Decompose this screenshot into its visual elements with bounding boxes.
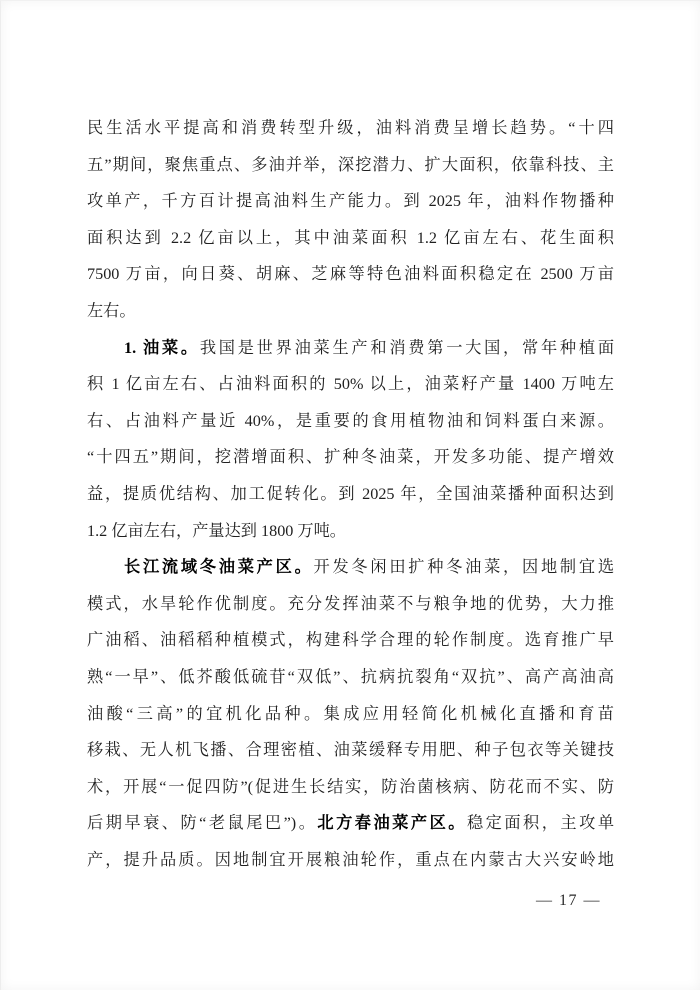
text-run: 移栽、无人机飞播、合理密植、油菜缓释专用肥、种子包衣等关键技 — [87, 741, 614, 760]
text-run: 稳定面积，主攻单 — [466, 814, 615, 833]
text-line — [87, 805, 614, 842]
text-run: 益，提质优结构、加工促转化。到 2025 年，全国油菜播种面积达到 — [87, 484, 614, 503]
text-run: 后期早衰、防“老鼠尾巴”)。 — [87, 814, 318, 833]
text-line — [87, 403, 614, 440]
text-run: 熟“一早”、低芥酸低硫苷“双低”、抗病抗裂角“双抗”、高产高油高 — [87, 667, 614, 686]
text-run: 广油稻、油稻稻种植模式，构建科学合理的轮作制度。选育推广早 — [87, 631, 614, 650]
text-line — [87, 549, 614, 586]
bold-run: 北方春油菜产区。 — [317, 814, 467, 833]
text-run: 油酸“三高”的宜机化品种。集成应用轻简化机械化直播和育苗 — [87, 704, 614, 723]
text-line — [87, 330, 614, 367]
text-run: 模式，水旱轮作优制度。充分发挥油菜不与粮争地的优势，大力推 — [87, 594, 614, 613]
text-line — [87, 110, 614, 147]
text-line — [87, 769, 614, 806]
text-line — [87, 366, 614, 403]
text-run: 民生活水平提高和消费转型升级，油料消费呈增长趋势。“十四 — [87, 119, 614, 137]
text-line — [87, 439, 614, 476]
text-run: 术，开展“一促四防”(促进生长结实，防治菌核病、防花而不实、防 — [87, 777, 614, 796]
paragraph-winter-rapeseed-region — [87, 549, 614, 878]
text-run: 开发冬闲田扩种冬油菜，因地制宜选 — [313, 558, 615, 577]
paragraph-rapeseed — [87, 330, 614, 550]
text-run: 五”期间，聚焦重点、多油并举，深挖潜力、扩大面积，依靠科技、主 — [87, 155, 614, 174]
text-line — [87, 586, 614, 623]
document-body — [87, 110, 614, 878]
bold-run: 1. 油菜。 — [124, 338, 200, 357]
bold-run: 长江流域冬油菜产区。 — [124, 558, 314, 577]
text-run: 攻单产，千方百计提高油料生产能力。到 2025 年，油料作物播种 — [87, 192, 614, 211]
text-run: 我国是世界油菜生产和消费第一大国，常年种植面 — [199, 338, 615, 357]
text-line — [87, 842, 614, 879]
text-line — [87, 183, 614, 220]
text-line — [87, 659, 614, 696]
paragraph-intro-continuation — [87, 110, 614, 330]
text-line — [87, 732, 614, 769]
text-line — [87, 256, 614, 293]
text-line — [87, 293, 614, 330]
text-run: 右、占油料产量近 40%，是重要的食用植物油和饲料蛋白来源。 — [87, 411, 614, 430]
text-line — [87, 147, 614, 184]
text-run: 积 1 亿亩左右、占油料面积的 50% 以上，油菜籽产量 1400 万吨左 — [87, 375, 614, 394]
text-run: 7500 万亩，向日葵、胡麻、芝麻等特色油料面积稳定在 2500 万亩 — [87, 265, 614, 284]
text-line — [87, 513, 614, 550]
text-line — [87, 220, 614, 257]
text-line — [87, 622, 614, 659]
page-number: — 17 — — [536, 892, 601, 909]
text-run: 左右。 — [87, 301, 136, 320]
text-line — [87, 476, 614, 513]
text-run: 1.2 亿亩左右，产量达到 1800 万吨。 — [87, 521, 346, 540]
text-run: 面积达到 2.2 亿亩以上，其中油菜面积 1.2 亿亩左右、花生面积 — [87, 228, 614, 247]
text-run: 产，提升品质。因地制宜开展粮油轮作，重点在内蒙古大兴安岭地 — [87, 850, 614, 869]
text-line — [87, 696, 614, 733]
text-run: “十四五”期间，挖潜增面积、扩种冬油菜，开发多功能、提产增效 — [87, 448, 614, 467]
